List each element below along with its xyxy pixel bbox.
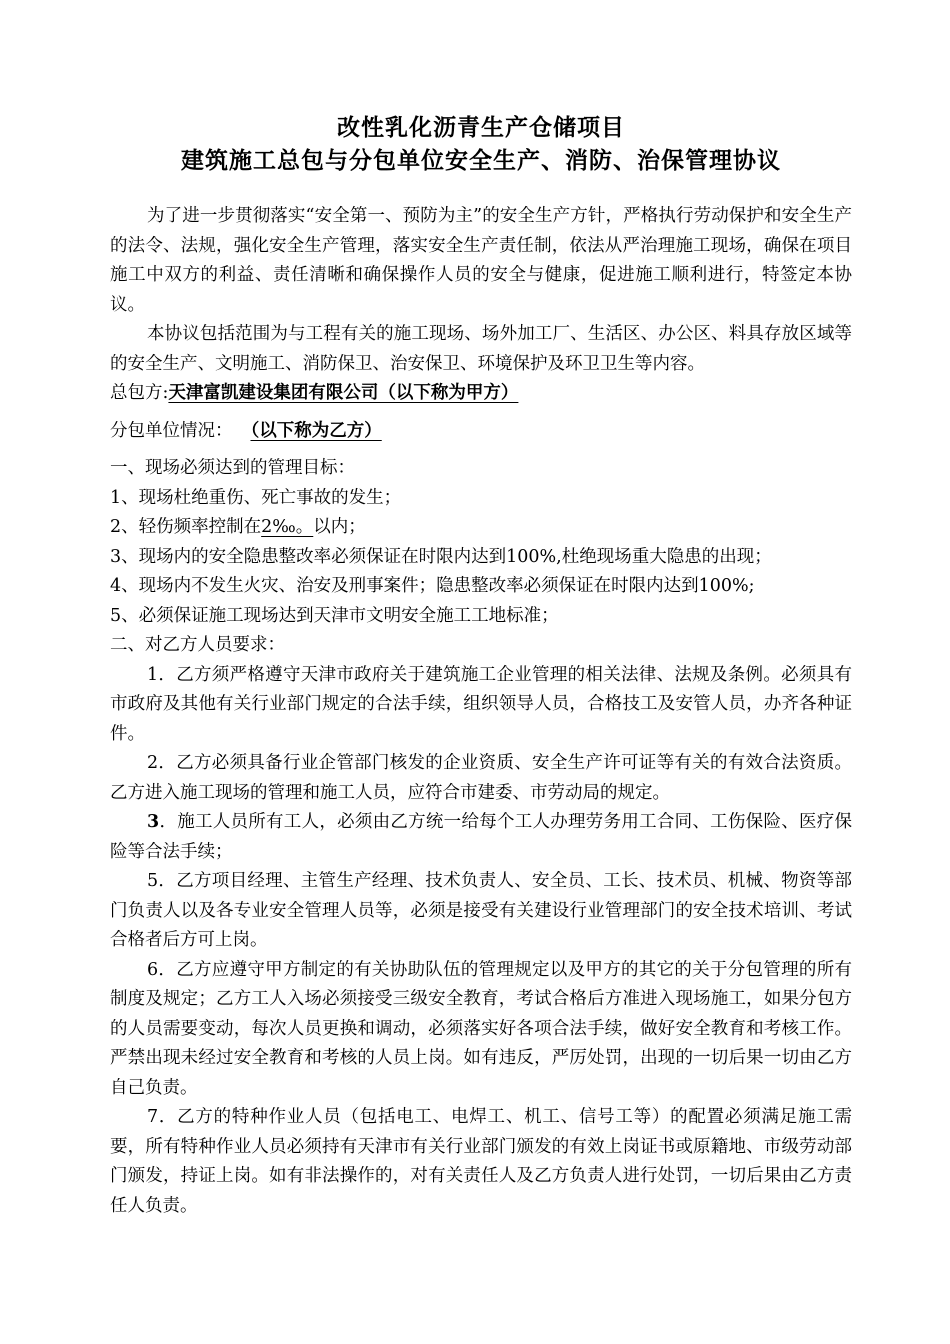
section2-item-6: 6．乙方应遵守甲方制定的有关协助队伍的管理规定以及甲方的其它的关于分包管理的所有制度及规定；乙方工人入场必须接受三级安全教育，考试合格后方准进入现场施工，如果分包方的人员需要变动，每次人员更换和调动，必须落实好各项合法手续，做好安全教育和考核工作。严禁出现未经过安全教育和考核的人员上岗。如有违反，严厉处罚，出现的一切后果一切由乙方自己负责。 bbox=[110, 959, 852, 1098]
section1-item-2-value: 2‰。 bbox=[261, 517, 314, 537]
section2-item-5: 5．乙方项目经理、主管生产经理、技术负责人、安全员、工长、技术员、机械、物资等部门负责人以及各专业安全管理人员等，必须是接受有关建设行业管理部门的安全技术培训、考试合格者后方可上岗。 bbox=[110, 871, 852, 950]
intro-paragraph-2: 本协议包括范围为与工程有关的施工现场、场外加工厂、生活区、办公区、料具存放区域等的安全生产、文明施工、消防保卫、治安保卫、环境保护及环卫卫生等内容。 bbox=[110, 324, 852, 374]
subcontractor-value: （以下称为乙方） bbox=[250, 420, 382, 441]
section2-item-2: 2．乙方必须具备行业企管部门核发的企业资质、安全生产许可证等有关的有效合法资质。乙方进入施工现场的管理和施工人员，应符合市建委、市劳动局的规定。 bbox=[110, 753, 852, 803]
section1-item-1: 1、现场杜绝重伤、死亡事故的发生； bbox=[110, 487, 402, 508]
section2-heading: 二、对乙方人员要求： bbox=[110, 635, 285, 655]
general-contractor-line bbox=[110, 379, 852, 409]
section1-heading: 一、现场必须达到的管理目标： bbox=[110, 458, 355, 478]
document-title-line2: 建筑施工总包与分包单位安全生产、消防、治保管理协议 bbox=[181, 148, 781, 174]
subcontractor-line bbox=[110, 417, 852, 447]
section2-item-3-number: 3 bbox=[147, 812, 160, 832]
intro-paragraph-1: 为了进一步贯彻落实“安全第一、预防为主”的安全生产方针，严格执行劳动保护和安全生产的法令、法规，强化安全生产管理，落实安全生产责任制，依法从严治理施工现场，确保在项目施工中双方的利益、责任清晰和确保操作人员的安全与健康，促进施工顺利进行，特签定本协议。 bbox=[110, 206, 852, 315]
subcontractor-label: 分包单位情况： bbox=[110, 420, 233, 441]
section1-item-2-suffix: 以内； bbox=[313, 517, 366, 537]
document-title-line1: 改性乳化沥青生产仓储项目 bbox=[337, 115, 625, 141]
section2-item-7: 7．乙方的特种作业人员（包括电工、电焊工、机工、信号工等）的配置必须满足施工需要，所有特种作业人员必须持有天津市有关行业部门颁发的有效上岗证书或原籍地、市级劳动部门颁发，持证上岗。如有非法操作的，对有关责任人及乙方负责人进行处罚，一切后果由乙方责任人负责。 bbox=[110, 1107, 852, 1216]
section2-item-3-text: ．施工人员所有工人，必须由乙方统一给每个工人办理劳务用工合同、工伤保险、医疗保险等合法手续； bbox=[110, 812, 852, 862]
section1-item-2-prefix: 2、轻伤频率控制在 bbox=[110, 517, 262, 537]
section1-item-4: 4、现场内不发生火灾、治安及刑事案件；隐患整改率必须保证在时限内达到100%; bbox=[110, 576, 755, 596]
section1-item-2 bbox=[110, 513, 852, 543]
section1-item-3: 3、现场内的安全隐患整改率必须保证在时限内达到100%,杜绝现场重大隐患的出现； bbox=[110, 546, 772, 567]
general-contractor-value: 天津富凯建设集团有限公司（以下称为甲方） bbox=[168, 383, 519, 403]
section1-item-5: 5、必须保证施工现场达到天津市文明安全施工工地标准； bbox=[110, 605, 559, 626]
general-contractor-label: 总包方: bbox=[110, 383, 169, 403]
document-page bbox=[110, 112, 852, 1221]
section2-item-1: 1．乙方须严格遵守天津市政府关于建筑施工企业管理的相关法律、法规及条例。必须具有市政府及其他有关行业部门规定的合法手续，组织领导人员，合格技工及安管人员，办齐各种证件。 bbox=[110, 664, 852, 744]
section2-item-3 bbox=[110, 808, 852, 867]
